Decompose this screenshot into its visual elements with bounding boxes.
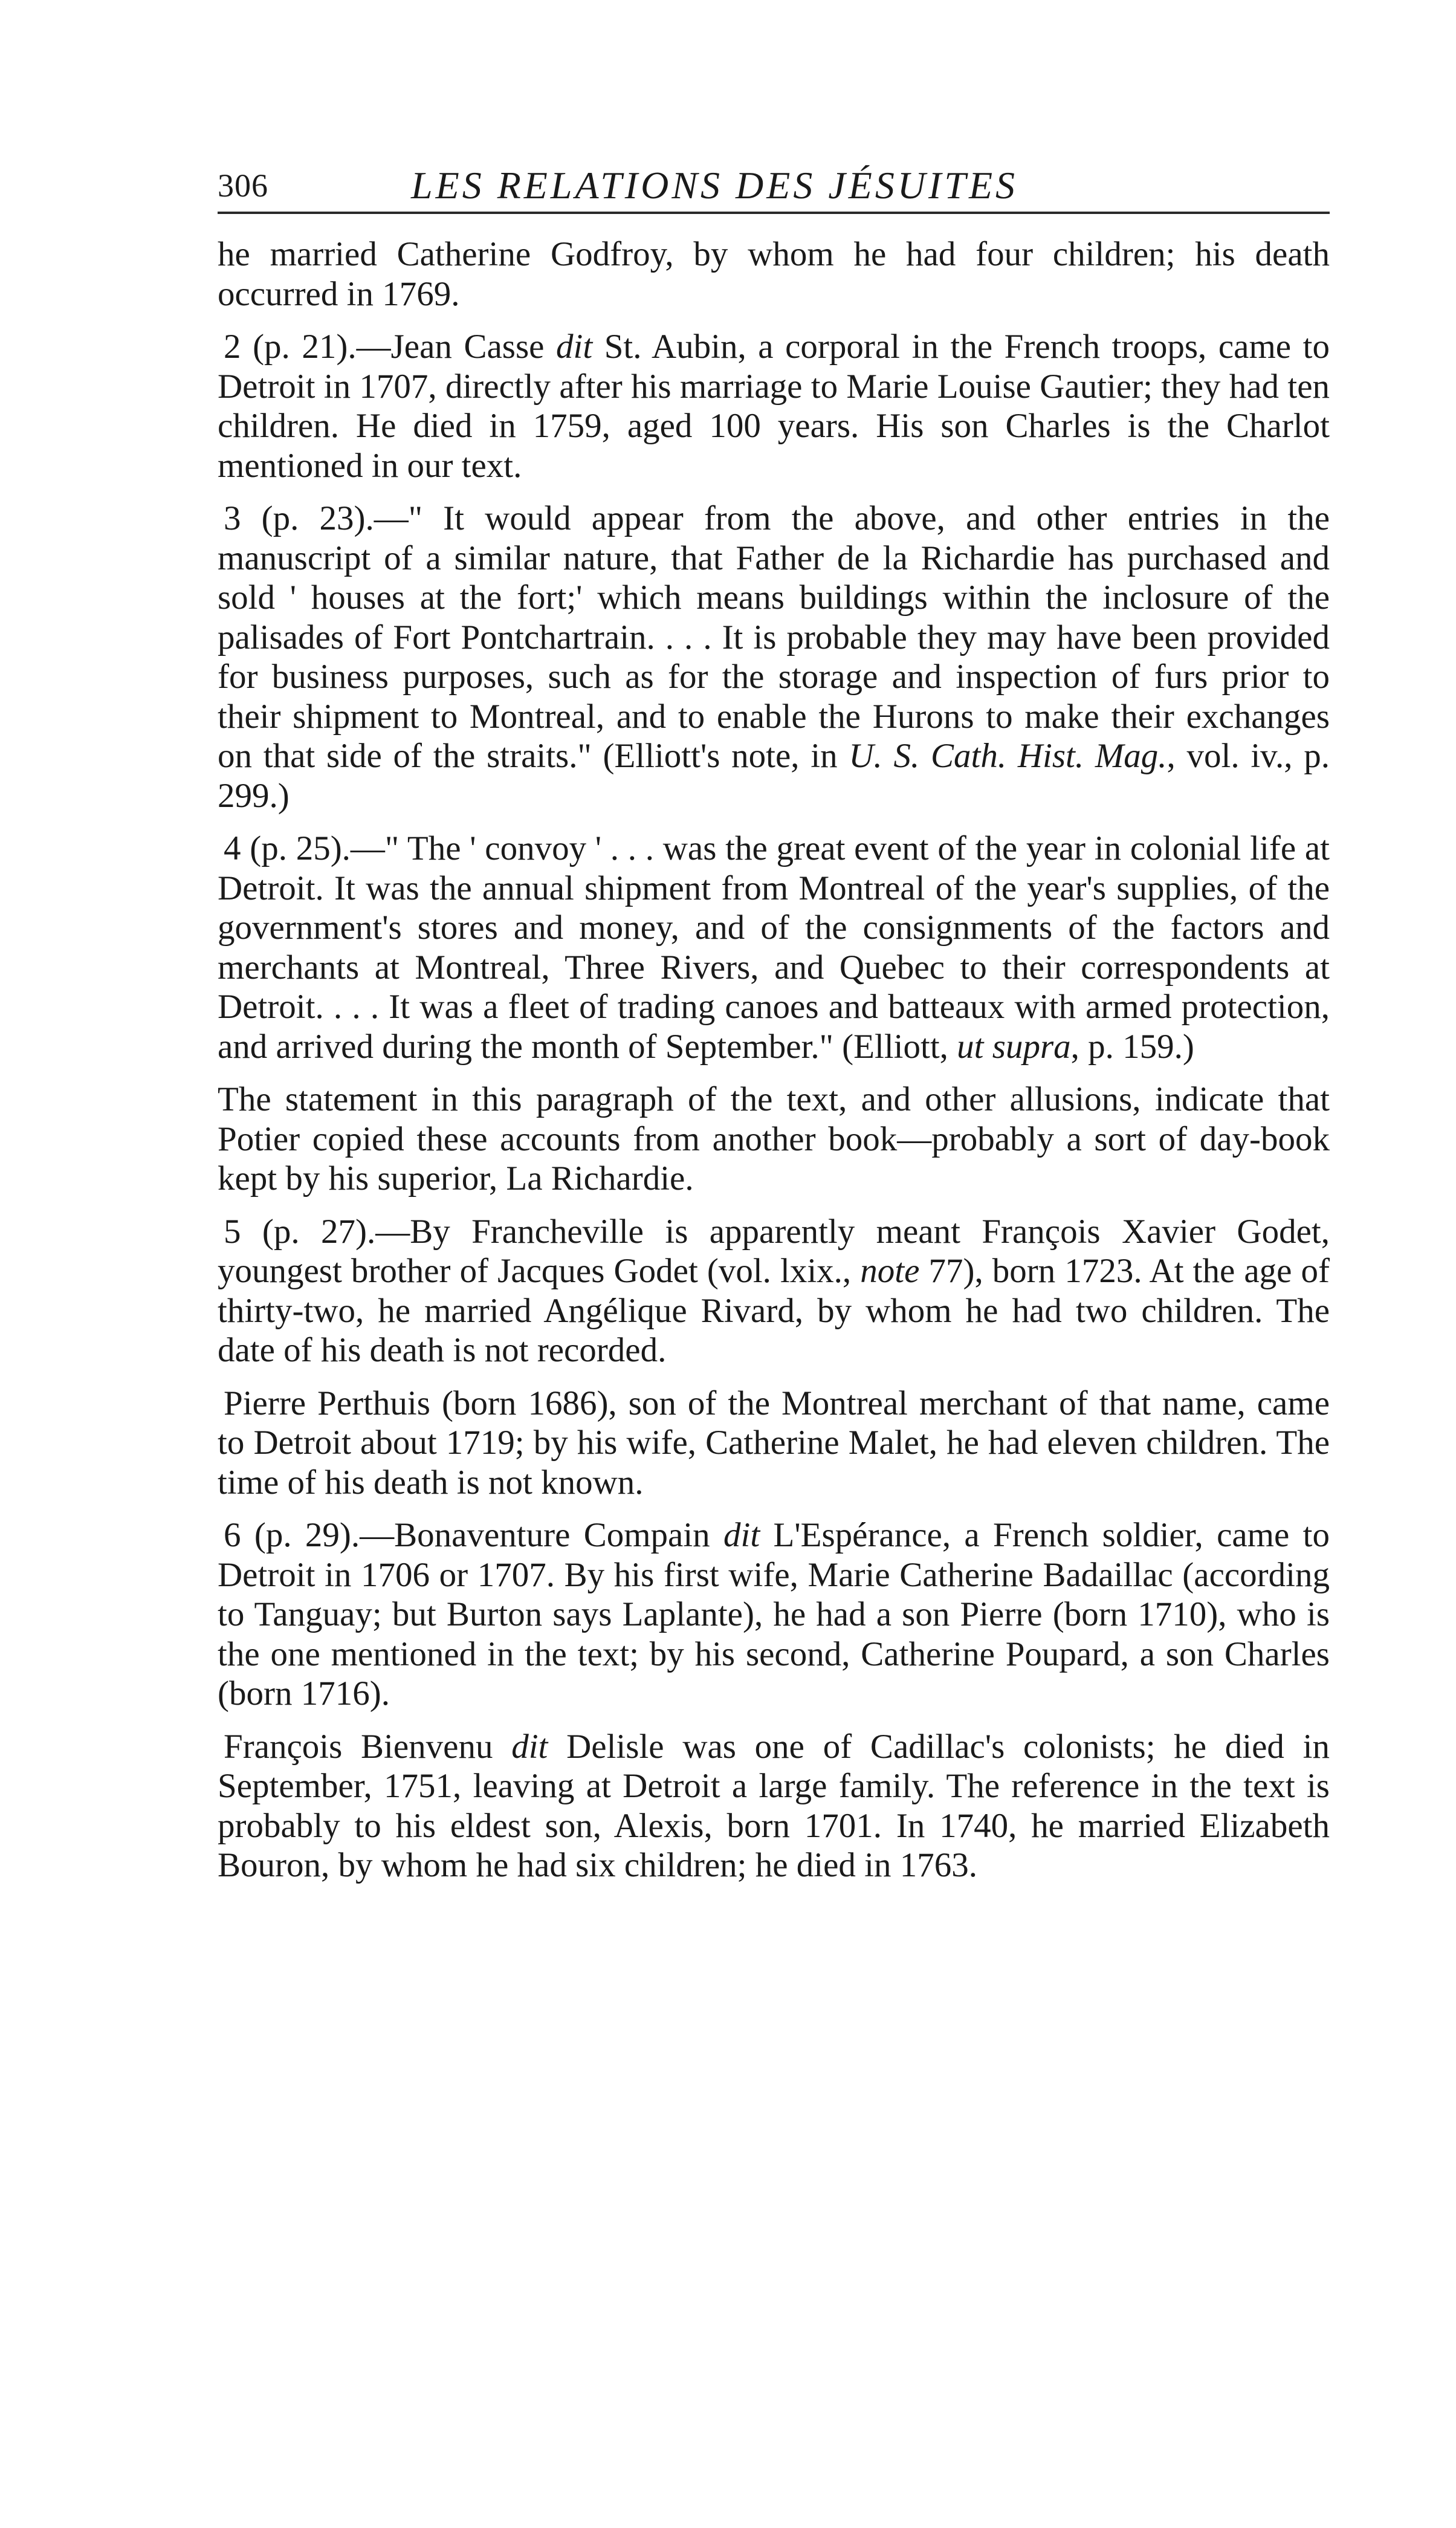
note-paragraph-6-continuation: François Bienvenu dit Delisle was one of Cadillac's colonists; he died in September, 1751, leaving at Detroit a large family. The reference in the text is probably to his eldest son, Alexis, born 1701. In 1740, he married Elizabeth Bouron, by whom he had six children; he died in 1763. [218,1727,1330,1884]
note-paragraph-5-continuation: Pierre Perthuis (born 1686), son of the Montreal merchant of that name, came to Detroit about 1719; by his wife, Catherine Malet, he had eleven children. The time of his death is not known. [218,1384,1330,1502]
page-number: 306 [218,167,268,204]
note-paragraph-5: 5 (p. 27).—By Francheville is apparently meant François Xavier Godet, youngest brother of Jacques Godet (vol. lxix., note 77), born 1723. At the age of thirty-two, he married Angélique Rivard, by whom he had two children. The date of his death is not recorded. [218,1212,1330,1369]
book-page [218,163,1330,1899]
running-head [218,163,1330,214]
note-paragraph-continuation: he married Catherine Godfroy, by whom he had four children; his death occurred in 1769. [218,235,1330,313]
note-paragraph-6: 6 (p. 29).—Bonaventure Compain dit L'Espérance, a French soldier, came to Detroit in 1706 or 1707. By his first wife, Marie Catherine Badaillac (according to Tanguay; but Burton says Laplante), he had a son Pierre (born 1710), who is the one mentioned in the text; by his second, Catherine Poupard, a son Charles (born 1716). [218,1516,1330,1713]
note-paragraph-2: 2 (p. 21).—Jean Casse dit St. Aubin, a corporal in the French troops, came to Detroit in 1707, directly after his marriage to Marie Louise Gautier; they had ten children. He died in 1759, aged 100 years. His son Charles is the Charlot mentioned in our text. [218,328,1330,485]
note-paragraph-3: 3 (p. 23).—" It would appear from the above, and other entries in the manuscript of a similar nature, that Father de la Richardie has purchased and sold ' houses at the fort;' which means buildings within the inclosure of the palisades of Fort Pontchartrain. . . . It is probable they may have been provided for business purposes, such as for the storage and inspection of furs prior to their shipment to Montreal, and to enable the Hurons to make their exchanges on that side of the straits." (Elliott's note, in U. S. Cath. Hist. Mag., vol. iv., p. 299.) [218,499,1330,815]
notes-body [218,235,1330,1885]
note-paragraph-4-continuation: The statement in this paragraph of the text, and other allusions, indicate that Potier copied these accounts from another book—probably a sort of day-book kept by his superior, La Richardie. [218,1080,1330,1198]
running-title: LES RELATIONS DES JÉSUITES [411,164,1018,207]
note-paragraph-4: 4 (p. 25).—" The ' convoy ' . . . was the great event of the year in colonial life at Detroit. It was the annual shipment from Montreal of the year's supplies, of the government's stores and money, and of the consignments of the factors and merchants at Montreal, Three Rivers, and Quebec to their correspondents at Detroit. . . . It was a fleet of trading canoes and batteaux with armed protection, and arrived during the month of September." (Elliott, ut supra, p. 159.) [218,829,1330,1066]
